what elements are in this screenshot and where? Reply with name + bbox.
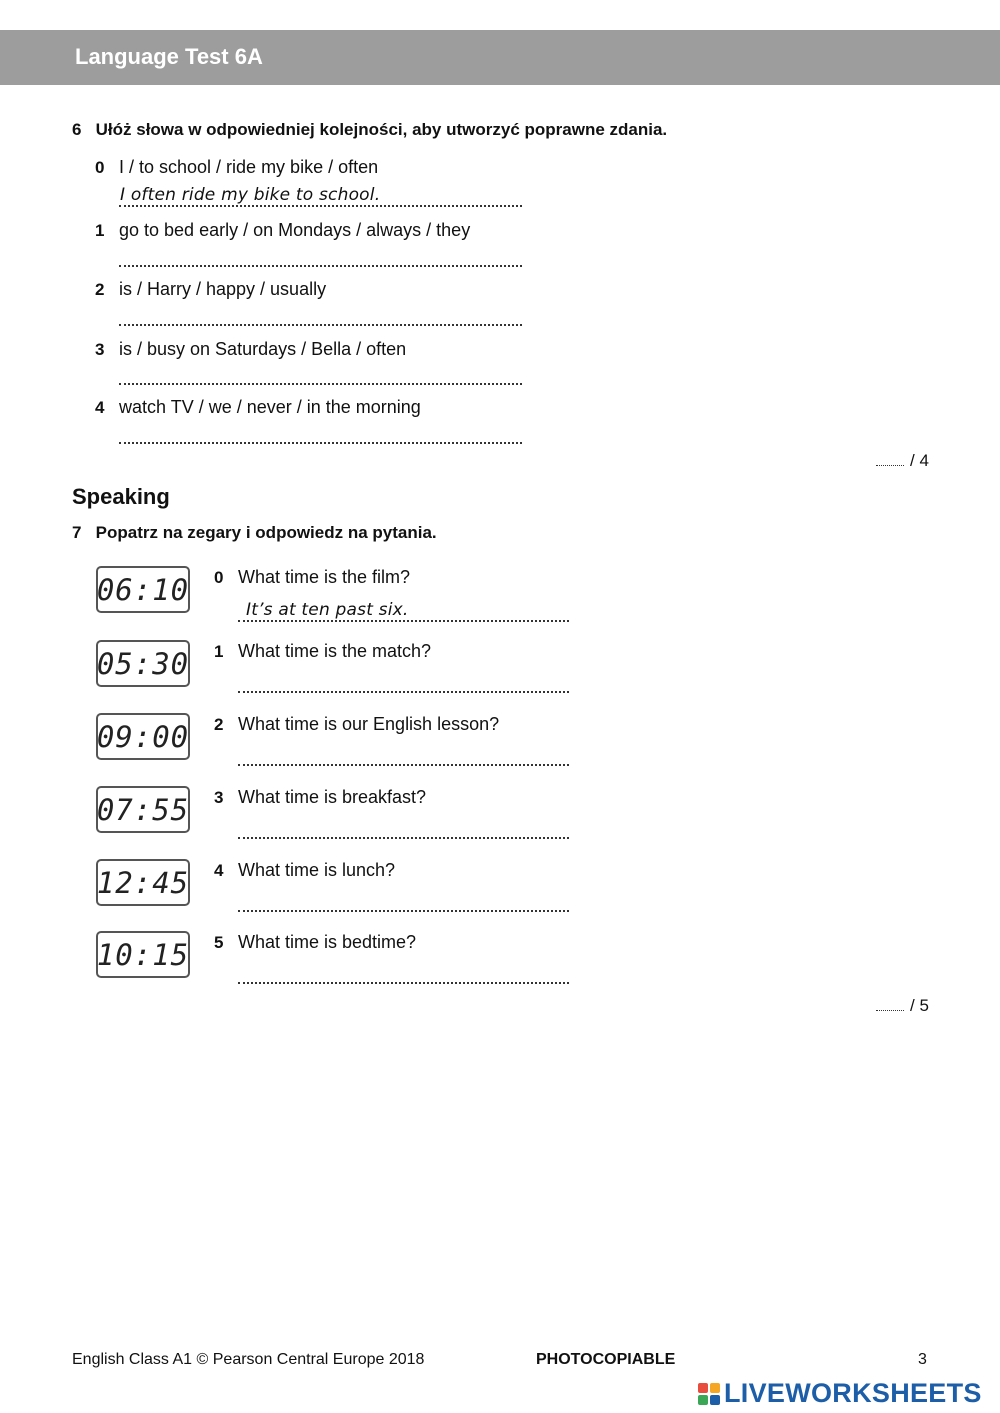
footer-copyright: English Class A1 © Pearson Central Europe 2018 [72, 1351, 425, 1368]
page-title: Language Test 6A [75, 44, 263, 69]
question-text: What time is lunch? [238, 860, 396, 880]
question-text: What time is the match? [238, 641, 432, 661]
answer-line[interactable] [238, 764, 569, 766]
header-bar [0, 30, 1000, 85]
section-heading: Speaking [72, 484, 170, 509]
item-number: 2 [95, 280, 105, 299]
score-field[interactable] [876, 1010, 904, 1011]
page-number: 3 [918, 1351, 927, 1368]
item-prompt: I / to school / ride my bike / often [119, 157, 379, 177]
question-text: What time is the film? [238, 567, 411, 587]
score-box [876, 451, 929, 471]
logo-square-icon [710, 1383, 720, 1393]
exercise-6-text: Ułóż słowa w odpowiedniej kolejności, aby utworzyć poprawne zdania. [95, 120, 668, 139]
digital-clock-icon: 05:30 [96, 640, 190, 687]
digital-clock-icon: 06:10 [96, 566, 190, 613]
question-number: 0 [214, 568, 224, 587]
liveworksheets-logo [698, 1378, 982, 1409]
item-prompt: watch TV / we / never / in the morning [119, 397, 421, 417]
item-prompt: is / busy on Saturdays / Bella / often [119, 339, 407, 359]
answer-line[interactable] [238, 982, 569, 984]
question-text: What time is bedtime? [238, 932, 417, 952]
answer-line[interactable] [238, 620, 569, 622]
item-number: 3 [95, 340, 105, 359]
score-box [876, 996, 929, 1016]
item-prompt: is / Harry / happy / usually [119, 279, 327, 299]
exercise-6-number: 6 [72, 120, 82, 139]
logo-square-icon [710, 1395, 720, 1405]
example-answer: I often ride my bike to school. [120, 185, 381, 205]
exercise-6-instruction [72, 120, 667, 140]
exercise-7-text: Popatrz na zegary i odpowiedz na pytania. [95, 523, 437, 542]
digital-clock-icon: 12:45 [96, 859, 190, 906]
digital-clock-icon: 10:15 [96, 931, 190, 978]
score-field[interactable] [876, 465, 904, 466]
answer-line[interactable] [238, 691, 569, 693]
answer-line[interactable] [119, 265, 522, 267]
answer-line[interactable] [238, 910, 569, 912]
digital-clock-icon: 07:55 [96, 786, 190, 833]
question-number: 1 [214, 642, 224, 661]
answer-line[interactable] [119, 442, 522, 444]
item-number: 1 [95, 221, 105, 240]
footer-photocopiable: PHOTOCOPIABLE [536, 1351, 676, 1368]
logo-text: LIVEWORKSHEETS [724, 1378, 982, 1408]
question-text: What time is our English lesson? [238, 714, 500, 734]
question-number: 4 [214, 861, 224, 880]
exercise-7-instruction [72, 523, 437, 543]
digital-clock-icon: 09:00 [96, 713, 190, 760]
question-text: What time is breakfast? [238, 787, 427, 807]
item-number: 0 [95, 158, 105, 177]
item-prompt: go to bed early / on Mondays / always / they [119, 220, 471, 240]
answer-line[interactable] [119, 205, 522, 207]
answer-line[interactable] [119, 383, 522, 385]
example-answer: It’s at ten past six. [246, 600, 409, 620]
question-number: 3 [214, 788, 224, 807]
logo-square-icon [698, 1395, 708, 1405]
exercise-7-number: 7 [72, 523, 82, 542]
score-total: / 4 [910, 451, 929, 470]
question-number: 5 [214, 933, 224, 952]
item-number: 4 [95, 398, 105, 417]
logo-square-icon [698, 1383, 708, 1393]
question-number: 2 [214, 715, 224, 734]
score-total: / 5 [910, 996, 929, 1015]
answer-line[interactable] [238, 837, 569, 839]
answer-line[interactable] [119, 324, 522, 326]
logo-grid-icon [698, 1383, 720, 1405]
